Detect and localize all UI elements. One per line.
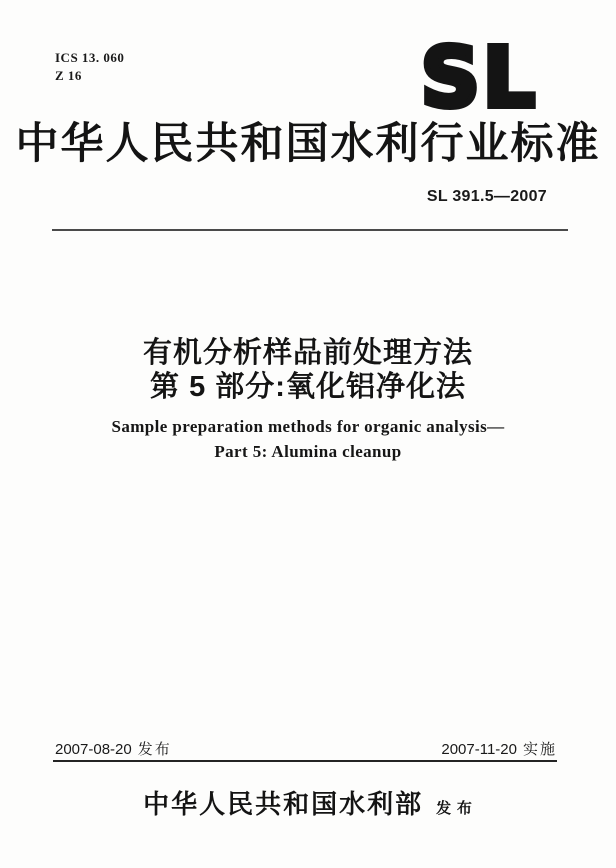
publisher-row [0,784,616,821]
document-title-cn-line1: 有机分析样品前处理方法 [142,337,473,369]
document-title-cn [0,336,616,404]
standard-number: SL 391.5—2007 [426,188,547,205]
issue-date-group [55,738,172,759]
implementation-date: 2007-11-20 [441,741,517,758]
publish-label: 发 布 [436,801,473,817]
document-title-en [0,414,616,464]
dates-row [55,738,557,759]
ics-code: ICS 13. 060 [55,50,125,65]
bottom-rule [53,760,557,762]
top-rule [52,229,568,231]
ics-block [55,49,124,85]
document-title-en-line2: Part 5: Alumina cleanup [214,442,402,461]
sl-logo: SL [420,31,538,126]
issue-date-label: 发布 [137,741,172,758]
implementation-date-label: 实施 [522,741,557,758]
standard-series-title: 中华人民共和国水利行业标准 [15,121,601,168]
implementation-date-group [441,738,557,759]
publisher-name: 中华人民共和国水利部 [143,790,424,819]
document-title-en-line1: Sample preparation methods for organic analysis— [111,417,505,436]
issue-date: 2007-08-20 [55,741,132,758]
classification-code: Z 16 [55,68,82,83]
document-title-cn-line2: 第 5 部分:氧化铝净化法 [150,371,466,403]
